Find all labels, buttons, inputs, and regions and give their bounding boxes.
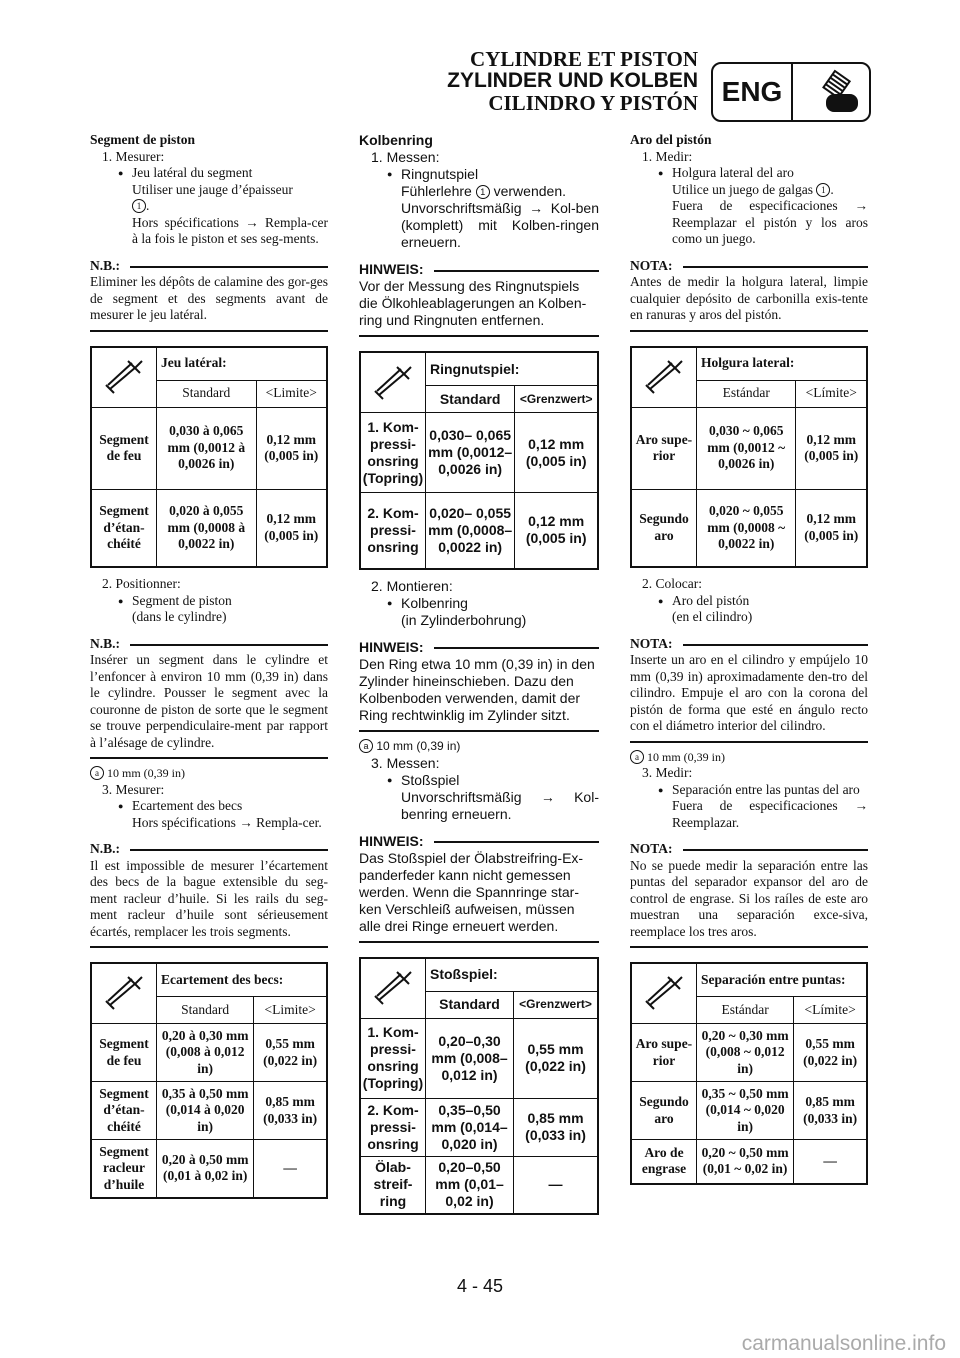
step-detail: (in Zylinderbohrung) — [401, 611, 527, 628]
note-block — [630, 841, 868, 948]
row-standard: 0,20 à 0,50 mm (0,01 à 0,02 in) — [157, 1140, 254, 1198]
mark-a-note: a 10 mm (0,39 in) — [90, 765, 328, 782]
col-standard: Standard — [157, 380, 257, 407]
row-label: 2. Kom-pressi-onsring — [360, 493, 426, 569]
step-detail: Fuera de especificaciones → Reemplazar. — [672, 798, 868, 830]
row-limit: — — [254, 1140, 327, 1198]
note-label: HINWEIS: — [359, 261, 424, 277]
note-text: No se puede medir la separación entre las puntas del separador expansor del aro de control de engrase. Si los raíles de este aro muestran una separación exce-siva, reemplace los tres aros. — [630, 857, 868, 939]
note-label: NOTA: — [630, 257, 673, 273]
row-standard: 0,20–0,30 mm (0,008– 0,012 in) — [426, 1018, 514, 1098]
step-detail: Hors spécifications → Rempla-cer. — [132, 814, 322, 830]
row-limit: 0,12 mm (0,005 in) — [256, 489, 327, 567]
callout-number: 1 — [816, 183, 830, 197]
note-block — [359, 639, 599, 732]
title-es: CILINDRO Y PISTÓN — [488, 91, 698, 115]
step-3: 3. Messen: — [371, 754, 440, 771]
wrench-icon — [631, 963, 697, 1024]
wrench-icon — [91, 963, 157, 1024]
step-detail: (dans le cylindre) — [132, 609, 227, 624]
row-limit: — — [794, 1140, 867, 1184]
bullet-item: ● Jeu latéral du segment — [90, 165, 328, 182]
row-limit: 0,85 mm (0,033 in) — [514, 1098, 598, 1156]
engine-section-badge — [711, 62, 871, 122]
bullet-item: ● Holgura lateral del aro — [630, 165, 868, 182]
row-label: Aro de engrase — [631, 1140, 697, 1184]
row-limit: 0,85 mm (0,033 in) — [794, 1082, 867, 1140]
note-label: NOTA: — [630, 635, 673, 651]
bullet-item: ● Stoßspiel — [359, 772, 599, 789]
step-2: 2. Colocar: — [642, 576, 702, 591]
section-heading: Aro del pistón — [630, 132, 712, 147]
note-label: HINWEIS: — [359, 638, 424, 655]
table-title: Ringnutspiel: — [426, 352, 599, 386]
note-text: Vor der Messung des Ringnutspiels die Ölkohleablagerungen an Kolben-ring und Ringnuten entfernen. — [359, 278, 587, 328]
note-text: Den Ring etwa 10 mm (0,39 in) in den Zylinder hineinschieben. Dazu den Kolbenboden verwenden, damit der Ring rechtwinklig im Zylinder sitzt. — [359, 655, 595, 723]
wrench-icon — [360, 352, 426, 413]
row-limit: 0,85 mm (0,033 in) — [254, 1082, 327, 1140]
row-standard: 0,35–0,50 mm (0,014– 0,020 in) — [426, 1098, 514, 1156]
note-text: Insérer un segment dans le cylindre et l’enfoncer à environ 10 mm (0,39 in) dans le cylindre. Pousser le segment avec la couronne de piston de sorte que le segment se trouve perpendiculaire-ment par rapport à l’alésage de cylindre. — [90, 652, 328, 750]
row-label: 2. Kom-pressi-onsring — [360, 1098, 426, 1156]
note-block — [630, 258, 868, 332]
row-limit: 0,55 mm (0,022 in) — [794, 1024, 867, 1082]
bullet-item: ● Aro del pistón — [630, 593, 868, 610]
note-block — [359, 261, 599, 337]
col-standard: Standard — [426, 991, 514, 1018]
eng-label: ENG — [713, 64, 793, 120]
row-limit: 0,55 mm (0,022 in) — [514, 1018, 598, 1098]
row-standard: 0,35 ~ 0,50 mm (0,014 ~ 0,020 in) — [697, 1082, 794, 1140]
bullet-item: ● Kolbenring — [359, 595, 599, 612]
title-fr: CYLINDRE ET PISTON — [470, 47, 698, 71]
step-detail: Unvorschriftsmäßig → Kol-ben (komplett) mit Kolben-ringen erneuern. — [401, 200, 599, 250]
col-standard: Estándar — [697, 380, 796, 407]
step-detail: Utiliser une jauge d’épaisseur — [132, 181, 293, 197]
row-label: Aro supe-rior — [631, 1024, 697, 1082]
row-standard: 0,20–0,50 mm (0,01–0,02 in) — [426, 1156, 514, 1214]
callout-number: 1 — [476, 185, 490, 199]
row-label: Ölab-streif-ring — [360, 1156, 426, 1214]
col-limit: <Grenzwert> — [515, 386, 598, 413]
row-standard: 0,020 à 0,055 mm (0,0008 à 0,0022 in) — [157, 489, 257, 567]
callout-number: 1 — [132, 199, 146, 213]
row-standard: 0,020 ~ 0,055 mm (0,0008 ~ 0,0022 in) — [697, 489, 796, 567]
note-label: HINWEIS: — [359, 832, 424, 849]
table-title: Ecartement des becs: — [157, 963, 328, 997]
note-block — [90, 841, 328, 948]
row-label: Segment d’étan-chéité — [91, 489, 157, 567]
mark-a-note: a 10 mm (0,39 in) — [359, 738, 599, 755]
spec-table-side-clearance — [630, 346, 868, 569]
table-title: Stoßspiel: — [426, 958, 599, 992]
col-limit: <Grenzwert> — [514, 991, 598, 1018]
col-limit: <Límite> — [794, 997, 867, 1024]
callout-letter: a — [630, 750, 644, 764]
note-text: Antes de medir la holgura lateral, limpie cualquier depósito de carbonilla exis-tente en ranuras y aros del pistón. — [630, 274, 868, 322]
column-french — [90, 132, 328, 1199]
engine-piston-icon — [793, 64, 869, 120]
step-detail: Fühlerlehre 1 verwenden. — [401, 183, 566, 199]
row-standard: 0,20 ~ 0,30 mm (0,008 ~ 0,012 in) — [697, 1024, 794, 1082]
spec-table-ring-groove — [359, 351, 599, 570]
step-detail: Unvorschriftsmäßig → Kol-benring erneuern. — [401, 788, 599, 822]
row-limit: 0,12 mm (0,005 in) — [796, 489, 867, 567]
column-spanish — [630, 132, 868, 1185]
step-1: 1. Messen: — [371, 149, 440, 165]
row-limit: — — [514, 1156, 598, 1214]
note-label: N.B.: — [90, 841, 120, 856]
wrench-icon — [631, 347, 697, 408]
row-label: Segundo aro — [631, 1082, 697, 1140]
step-1: 1. Mesurer: — [102, 148, 165, 164]
mark-a-note: a 10 mm (0,39 in) — [630, 749, 868, 766]
row-limit: 0,12 mm (0,005 in) — [515, 493, 598, 569]
callout-letter: a — [90, 766, 104, 780]
row-limit: 0,12 mm (0,005 in) — [515, 413, 598, 493]
table-title: Separación entre puntas: — [697, 963, 868, 997]
note-label: N.B.: — [90, 257, 120, 273]
row-label: Segment de feu — [91, 1024, 157, 1082]
row-standard: 0,030 à 0,065 mm (0,0012 à 0,0026 in) — [157, 407, 257, 489]
watermark: carmanualsonline.info — [741, 1332, 946, 1355]
row-standard: 0,030 ~ 0,065 mm (0,0012 ~ 0,0026 in) — [697, 407, 796, 489]
note-text: Inserte un aro en el cilindro y empújelo 10 mm (0,39 in) aproximadamente den-tro del cilindro. Empuje el aro con la corona del pistón de forma que esté en ángulo recto con el diámetro interior del cilindro. — [630, 652, 868, 733]
row-limit: 0,12 mm (0,005 in) — [256, 407, 327, 489]
step-detail: Utilice un juego de galgas 1 . — [672, 181, 834, 197]
row-label: 1. Kom-pressi-onsring (Topring) — [360, 413, 426, 493]
row-label: 1. Kom-pressi-onsring (Topring) — [360, 1018, 426, 1098]
step-1: 1. Medir: — [642, 148, 693, 164]
spec-table-end-gap — [359, 957, 599, 1216]
table-title: Holgura lateral: — [697, 347, 868, 381]
col-standard: Estándar — [697, 997, 794, 1024]
col-limit: <Limite> — [254, 997, 327, 1024]
col-standard: Standard — [426, 386, 515, 413]
note-text: Eliminer les dépôts de calamine des gor-ges de segment et des segments avant de mesurer le jeu latéral. — [90, 274, 328, 322]
bullet-item: ● Ringnutspiel — [359, 166, 599, 183]
wrench-icon — [360, 958, 426, 1019]
row-limit: 0,55 mm (0,022 in) — [254, 1024, 327, 1082]
step-detail: Fuera de especificaciones → Reemplazar el pistón y los aros como un juego. — [672, 198, 868, 246]
wrench-icon — [91, 347, 157, 408]
note-label: N.B.: — [90, 635, 120, 651]
spec-table-side-clearance — [90, 346, 328, 569]
step-2: 2. Positionner: — [102, 576, 181, 591]
row-standard: 0,35 à 0,50 mm (0,014 à 0,020 in) — [157, 1082, 254, 1140]
step-3: 3. Mesurer: — [102, 781, 165, 797]
spec-table-end-gap — [630, 962, 868, 1185]
note-label: NOTA: — [630, 841, 673, 856]
note-text: Das Stoßspiel der Ölabstreifring-Ex-panderfeder kann nicht gemessen werden. Wenn die Spannringe star-ken Verschleiß aufweisen, müssen alle drei Ringe erneuert werden. — [359, 849, 584, 934]
page-number: 4 - 45 — [456, 1276, 504, 1296]
step-3: 3. Medir: — [642, 765, 693, 780]
col-standard: Standard — [157, 997, 254, 1024]
step-2: 2. Montieren: — [371, 577, 453, 594]
row-standard: 0,20 à 0,30 mm (0,008 à 0,012 in) — [157, 1024, 254, 1082]
row-label: Segundo aro — [631, 489, 697, 567]
bullet-item: ● Segment de piston — [90, 593, 328, 610]
note-block — [90, 258, 328, 332]
note-block — [359, 833, 599, 943]
note-block — [630, 636, 868, 743]
row-standard: 0,030– 0,065 mm (0,0012– 0,0026 in) — [426, 413, 515, 493]
step-detail: (en el cilindro) — [672, 609, 753, 624]
row-label: Segment d’étan-chéité — [91, 1082, 157, 1140]
bullet-item: ● Ecartement des becs — [90, 798, 328, 815]
row-label: Segment racleur d’huile — [91, 1140, 157, 1198]
spec-table-end-gap — [90, 962, 328, 1199]
col-limit: <Limite> — [256, 380, 327, 407]
step-detail: Hors spécifications → Rempla-cer à la fois le piston et ses seg-ments. — [132, 214, 328, 246]
row-limit: 0,12 mm (0,005 in) — [796, 407, 867, 489]
page-header — [420, 48, 698, 114]
column-german — [359, 132, 599, 1215]
callout-letter: a — [359, 739, 373, 753]
table-title: Jeu latéral: — [157, 347, 328, 381]
row-standard: 0,20 ~ 0,50 mm (0,01 ~ 0,02 in) — [697, 1140, 794, 1184]
note-block — [90, 636, 328, 760]
section-heading: Kolbenring — [359, 132, 433, 148]
title-de: ZYLINDER UND KOLBEN — [447, 69, 698, 92]
row-label: Aro supe-rior — [631, 407, 697, 489]
col-limit: <Límite> — [796, 380, 867, 407]
note-text: Il est impossible de mesurer l’écartement des becs de la bague extensible du seg-ment racleur d’huile. Si les rails du seg-ment racleur d’huile sont sérieusement écartés, remplacer les trois segments. — [90, 857, 328, 939]
section-heading: Segment de piston — [90, 132, 196, 147]
callout-ref: 1 . — [90, 198, 328, 215]
row-standard: 0,020– 0,055 mm (0,0008– 0,0022 in) — [426, 493, 515, 569]
row-label: Segment de feu — [91, 407, 157, 489]
bullet-item: ● Separación entre las puntas del aro — [630, 782, 868, 799]
